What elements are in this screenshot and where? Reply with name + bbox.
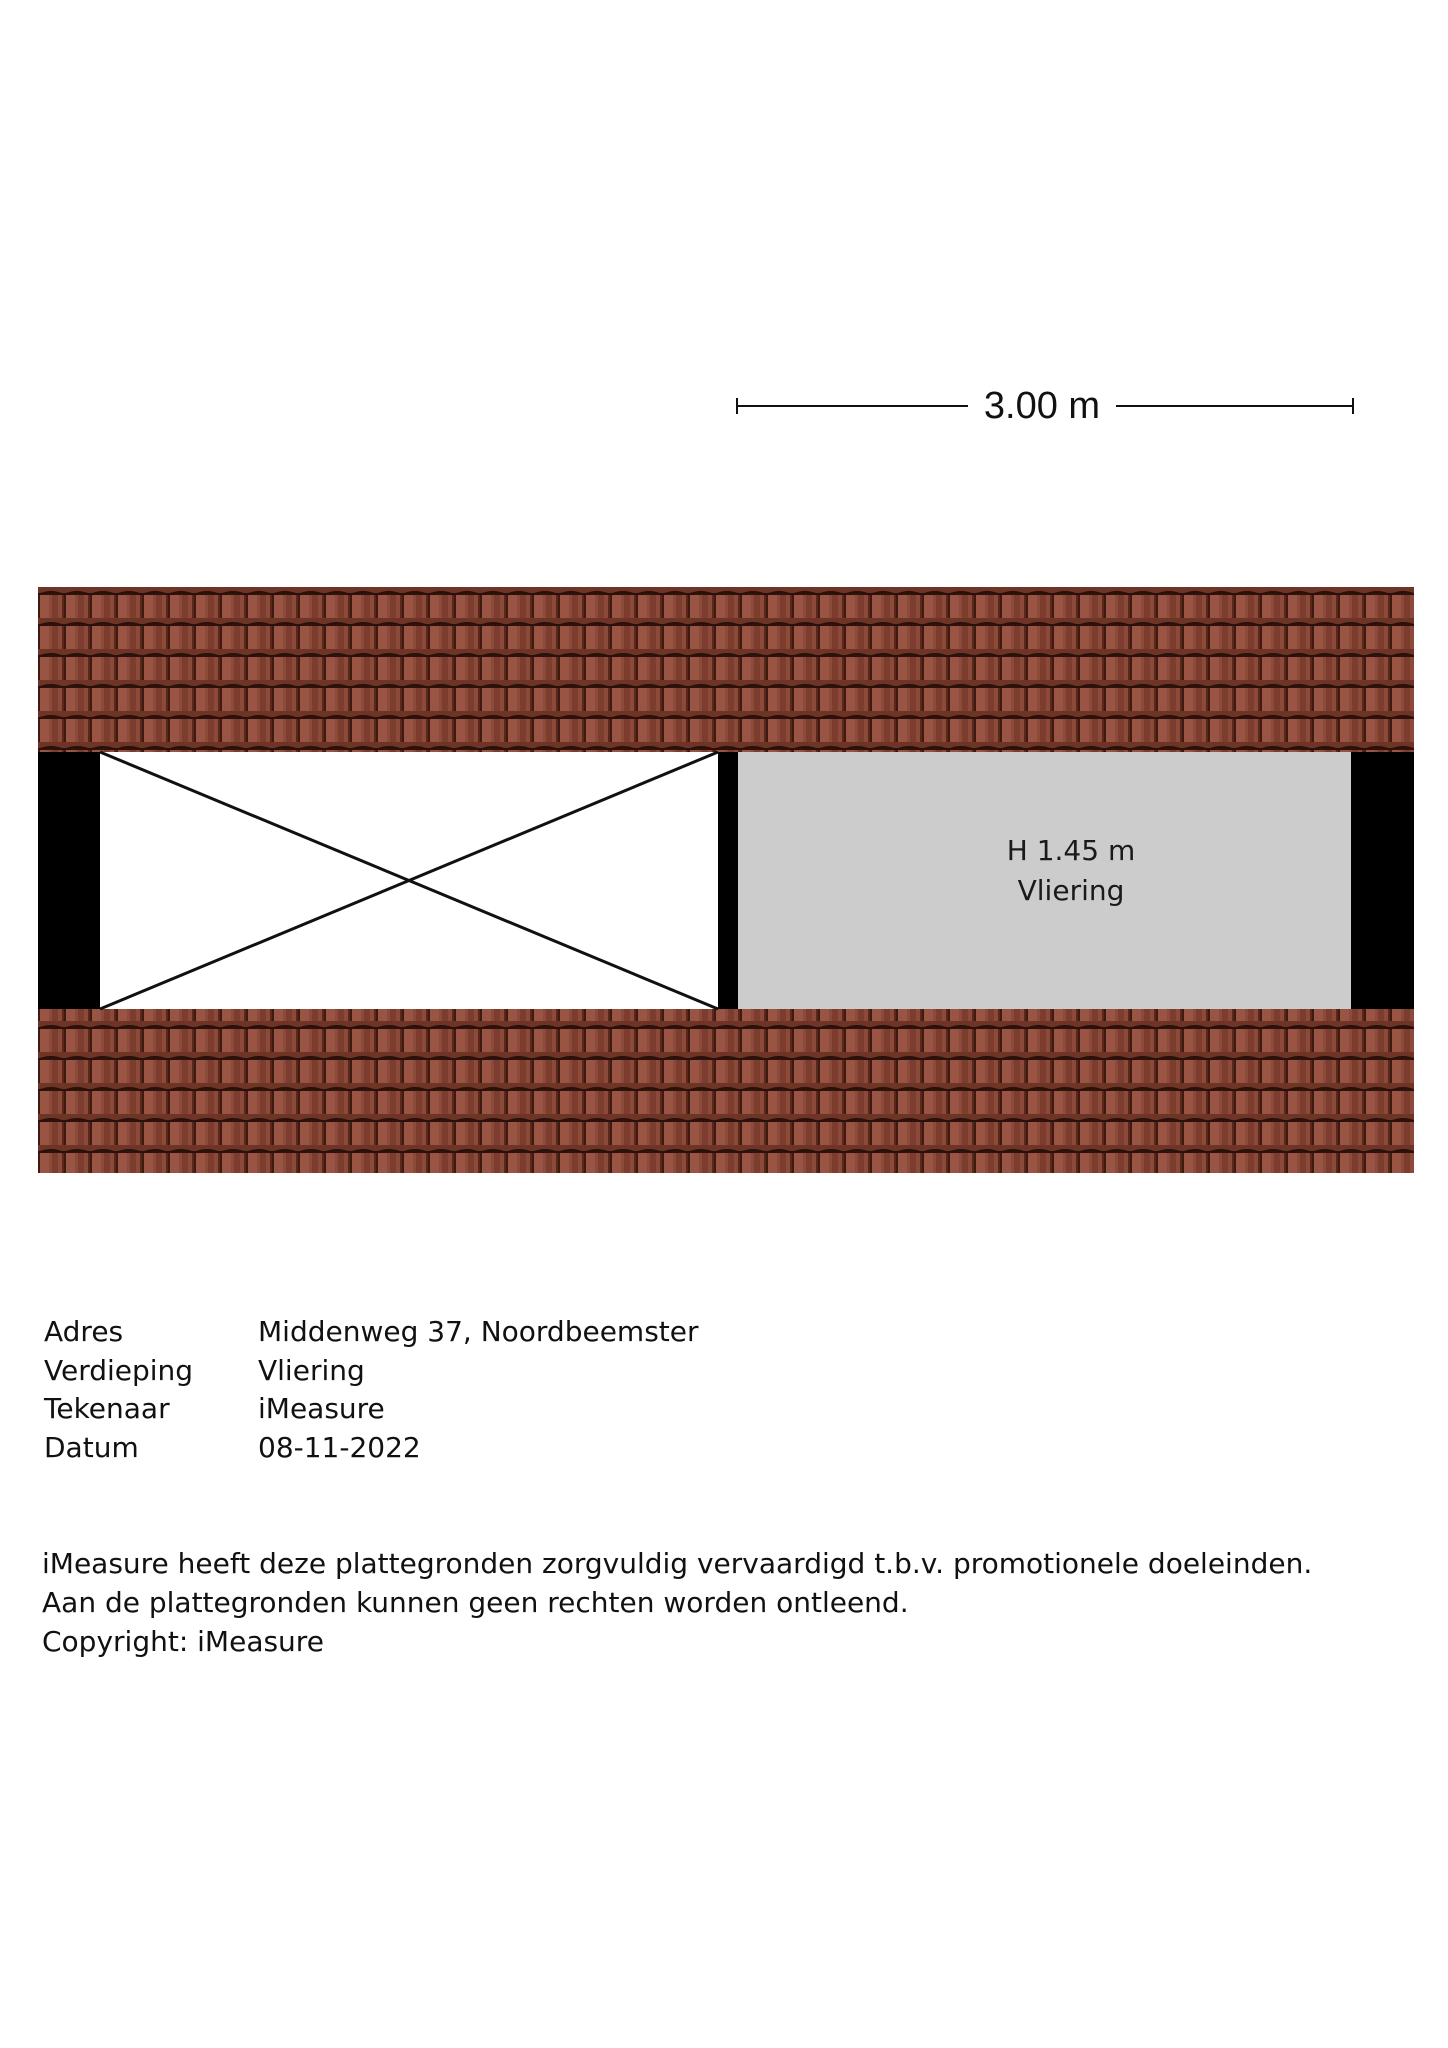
info-key: Adres — [44, 1315, 124, 1348]
scale-line-left — [736, 405, 968, 407]
copyright-line: Copyright: iMeasure — [42, 1625, 324, 1658]
scale-bar — [736, 380, 1354, 432]
wall-left — [38, 752, 100, 1009]
room-name-label: Vliering — [1017, 874, 1125, 907]
info-key: Tekenaar — [44, 1392, 170, 1425]
roof-top — [38, 587, 1414, 752]
wall-middle — [718, 752, 738, 1009]
scale-label: 3.00 m — [983, 385, 1101, 427]
info-value: Middenweg 37, Noordbeemster — [258, 1315, 699, 1348]
room-height-label: H 1.45 m — [1006, 834, 1136, 867]
disclaimer-line: Aan de plattegronden kunnen geen rechten worden ontleend. — [42, 1586, 909, 1619]
scale-tick-right — [1352, 398, 1354, 414]
info-table — [44, 1313, 699, 1467]
info-key: Verdieping — [44, 1353, 194, 1387]
wall-right — [1351, 752, 1414, 1009]
scale-line-right — [1116, 405, 1354, 407]
room-label — [968, 831, 1174, 911]
roof-bottom — [38, 1009, 1414, 1173]
info-value: Vliering — [258, 1353, 365, 1387]
info-row-address — [44, 1313, 699, 1352]
info-value: 08-11-2022 — [258, 1430, 421, 1464]
info-row-drafter — [44, 1390, 699, 1429]
floor-plan — [38, 587, 1414, 1173]
info-key: Datum — [44, 1430, 139, 1464]
info-value: iMeasure — [258, 1392, 385, 1425]
floor-plan-svg — [38, 587, 1414, 1173]
info-row-date — [44, 1429, 699, 1468]
disclaimer — [42, 1544, 1312, 1661]
info-row-floor — [44, 1352, 699, 1391]
disclaimer-line: iMeasure heeft deze plattegronden zorgvuldig vervaardigd t.b.v. promotionele doeleinden. — [42, 1547, 1313, 1580]
